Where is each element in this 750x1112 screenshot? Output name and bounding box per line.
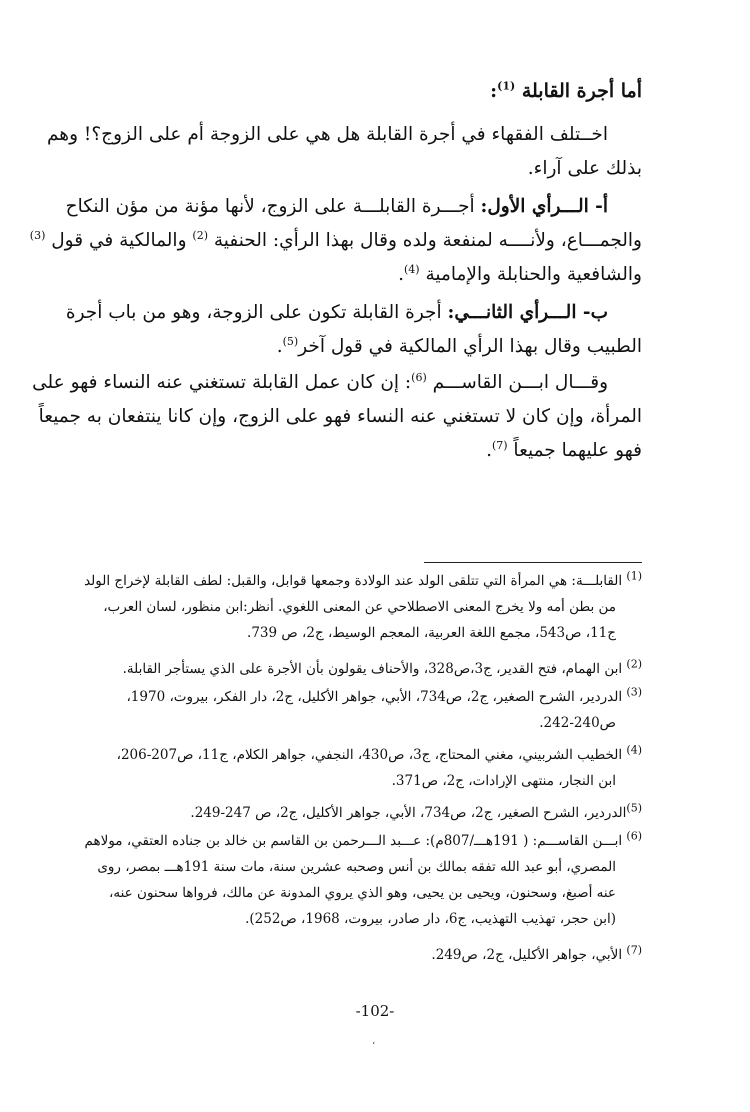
heading-colon: :	[490, 80, 498, 102]
text-line: والمالكية في قول	[45, 230, 193, 251]
opinion-label: أ- الـــرأي الأول:	[480, 196, 608, 217]
footnote-text: الخطيب الشربيني، مغني المحتاج، ج3، ص430، النجفي، جواهر الكلام، ج11، ص207-206،	[116, 747, 627, 763]
section-heading	[490, 80, 642, 102]
paragraph-ibn-alqasim	[32, 366, 642, 468]
footnote-text: (ابن حجر، تهذيب التهذيب، ج6، دار صادر، بيروت، 1968، ص252).	[245, 911, 616, 927]
footnote-ref: (7)	[491, 438, 508, 452]
paragraph-second-opinion	[65, 296, 642, 364]
stray-mark: ،	[372, 1036, 376, 1047]
footnote-text: ابـــن القاســـم: ( 191هـــ/807م): عـــبد الـــرحمن بن القاسم بن خالد بن جناده العتقي، مولاهم	[84, 833, 627, 849]
footnote-number: (7)	[626, 943, 642, 957]
text-line: فهو عليهما جميعاً	[507, 440, 642, 461]
footnote-text: المصري، أبو عبد الله تفقه بمالك بن أنس وصحبه عشرين سنة، مات سنة 191هـــ بمصر، روى	[97, 859, 616, 875]
footnote-number: (5)	[626, 801, 642, 815]
text-line: .	[276, 336, 283, 357]
footnote-text: ابن الهمام، فتح القدير، ج3،ص328، والأحناف يقولون بأن الأجرة على الذي يستأجر القابلة.	[122, 661, 627, 677]
footnote-ref: (6)	[411, 370, 427, 384]
footnote-ref: (1)	[497, 79, 516, 93]
footnote-2	[72, 656, 642, 682]
footnote-ref: (4)	[403, 262, 420, 276]
text-line: : إن كان عمل القابلة تستغني عنه النساء فهو على	[32, 372, 412, 393]
footnote-5	[72, 800, 642, 826]
heading-text: أما أجرة القابلة	[515, 80, 642, 102]
text-line: .	[486, 440, 492, 461]
footnote-4	[72, 742, 642, 794]
footnote-text: ج11، ص543، مجمع اللغة العربية، المعجم الوسيط، ج2، ص 739.	[247, 625, 616, 641]
footnote-1	[72, 568, 642, 646]
footnote-ref: (3)	[29, 228, 46, 242]
text-line: والجمـــاع، ولأنــــه لمنفعة ولده وقال بهذا الرأي: الحنفية	[207, 230, 642, 251]
page-number: -102-	[355, 1002, 395, 1020]
text-line: والشافعية والحنابلة والإمامية	[419, 264, 642, 285]
footnote-text: ص240-242.	[539, 715, 616, 731]
text-line: وقـــال ابـــن القاســـم	[426, 372, 608, 393]
opinion-label: ب- الـــرأي الثانـــي:	[447, 302, 608, 323]
footnote-text: عنه أصبغ، وسحنون، ويحيى بن يحيى، وهو الذي يروي المدونة عن مالك، فرواها سحنون عنه،	[109, 885, 616, 901]
text-line: .	[398, 264, 404, 285]
footnote-number: (4)	[626, 743, 642, 757]
footnote-number: (6)	[626, 829, 642, 843]
footnote-text: الأبي، جواهر الأكليل، ج2، ص249.	[431, 947, 627, 963]
footnote-7	[72, 942, 642, 968]
footnote-number: (3)	[626, 685, 642, 699]
footnote-number: (2)	[626, 657, 642, 671]
text-line: الطبيب وقال بهذا الرأي المالكية في قول آخر	[298, 336, 642, 357]
text-line: أجرة القابلة تكون على الزوجة، وهو من باب أجرة	[65, 302, 448, 323]
footnote-ref: (2)	[192, 228, 208, 242]
text-line: بذلك على آراء.	[527, 158, 642, 179]
footnote-text: الدردير، الشرح الصغير، ج2، ص734، الأبي، جواهر الأكليل، ج2، دار الفكر، بيروت، 1970،	[126, 689, 627, 705]
text-line: أجـــرة القابلـــة على الزوج، لأنها مؤنة من مؤن النكاح	[65, 196, 481, 217]
text-line: المرأة، وإن كان لا تستغني عنه النساء فهو على الزوج، وإن كانا ينتفعان به جميعاً	[38, 406, 642, 427]
footnote-3	[72, 684, 642, 736]
footnote-text: القابلـــة: هي المرأة التي تتلقى الولد عند الولادة وجمعها قوابل، والقبل: لطف القابلة لإخراج الولد	[84, 573, 627, 589]
footnote-number: (1)	[626, 569, 642, 583]
paragraph-first-opinion	[29, 190, 642, 292]
text-line: اخــتلف الفقهاء في أجرة القابلة هل هي على الزوجة أم على الزوج؟! وهم	[47, 124, 608, 145]
footnote-text: من بطن أمه ولا يخرج المعنى الاصطلاحي عن المعنى اللغوي. أنظر:ابن منظور، لسان العرب،	[103, 599, 616, 615]
paragraph-intro	[47, 118, 642, 186]
footnote-ref: (5)	[282, 334, 299, 348]
footnote-text: الدردير، الشرح الصغير، ج2، ص734، الأبي، جواهر الأكليل، ج2، ص 247-249.	[190, 805, 627, 821]
footnote-text: ابن النجار، منتهى الإرادات، ج2، ص371.	[391, 773, 616, 789]
footnote-6	[72, 828, 642, 932]
footnote-divider	[424, 562, 642, 563]
